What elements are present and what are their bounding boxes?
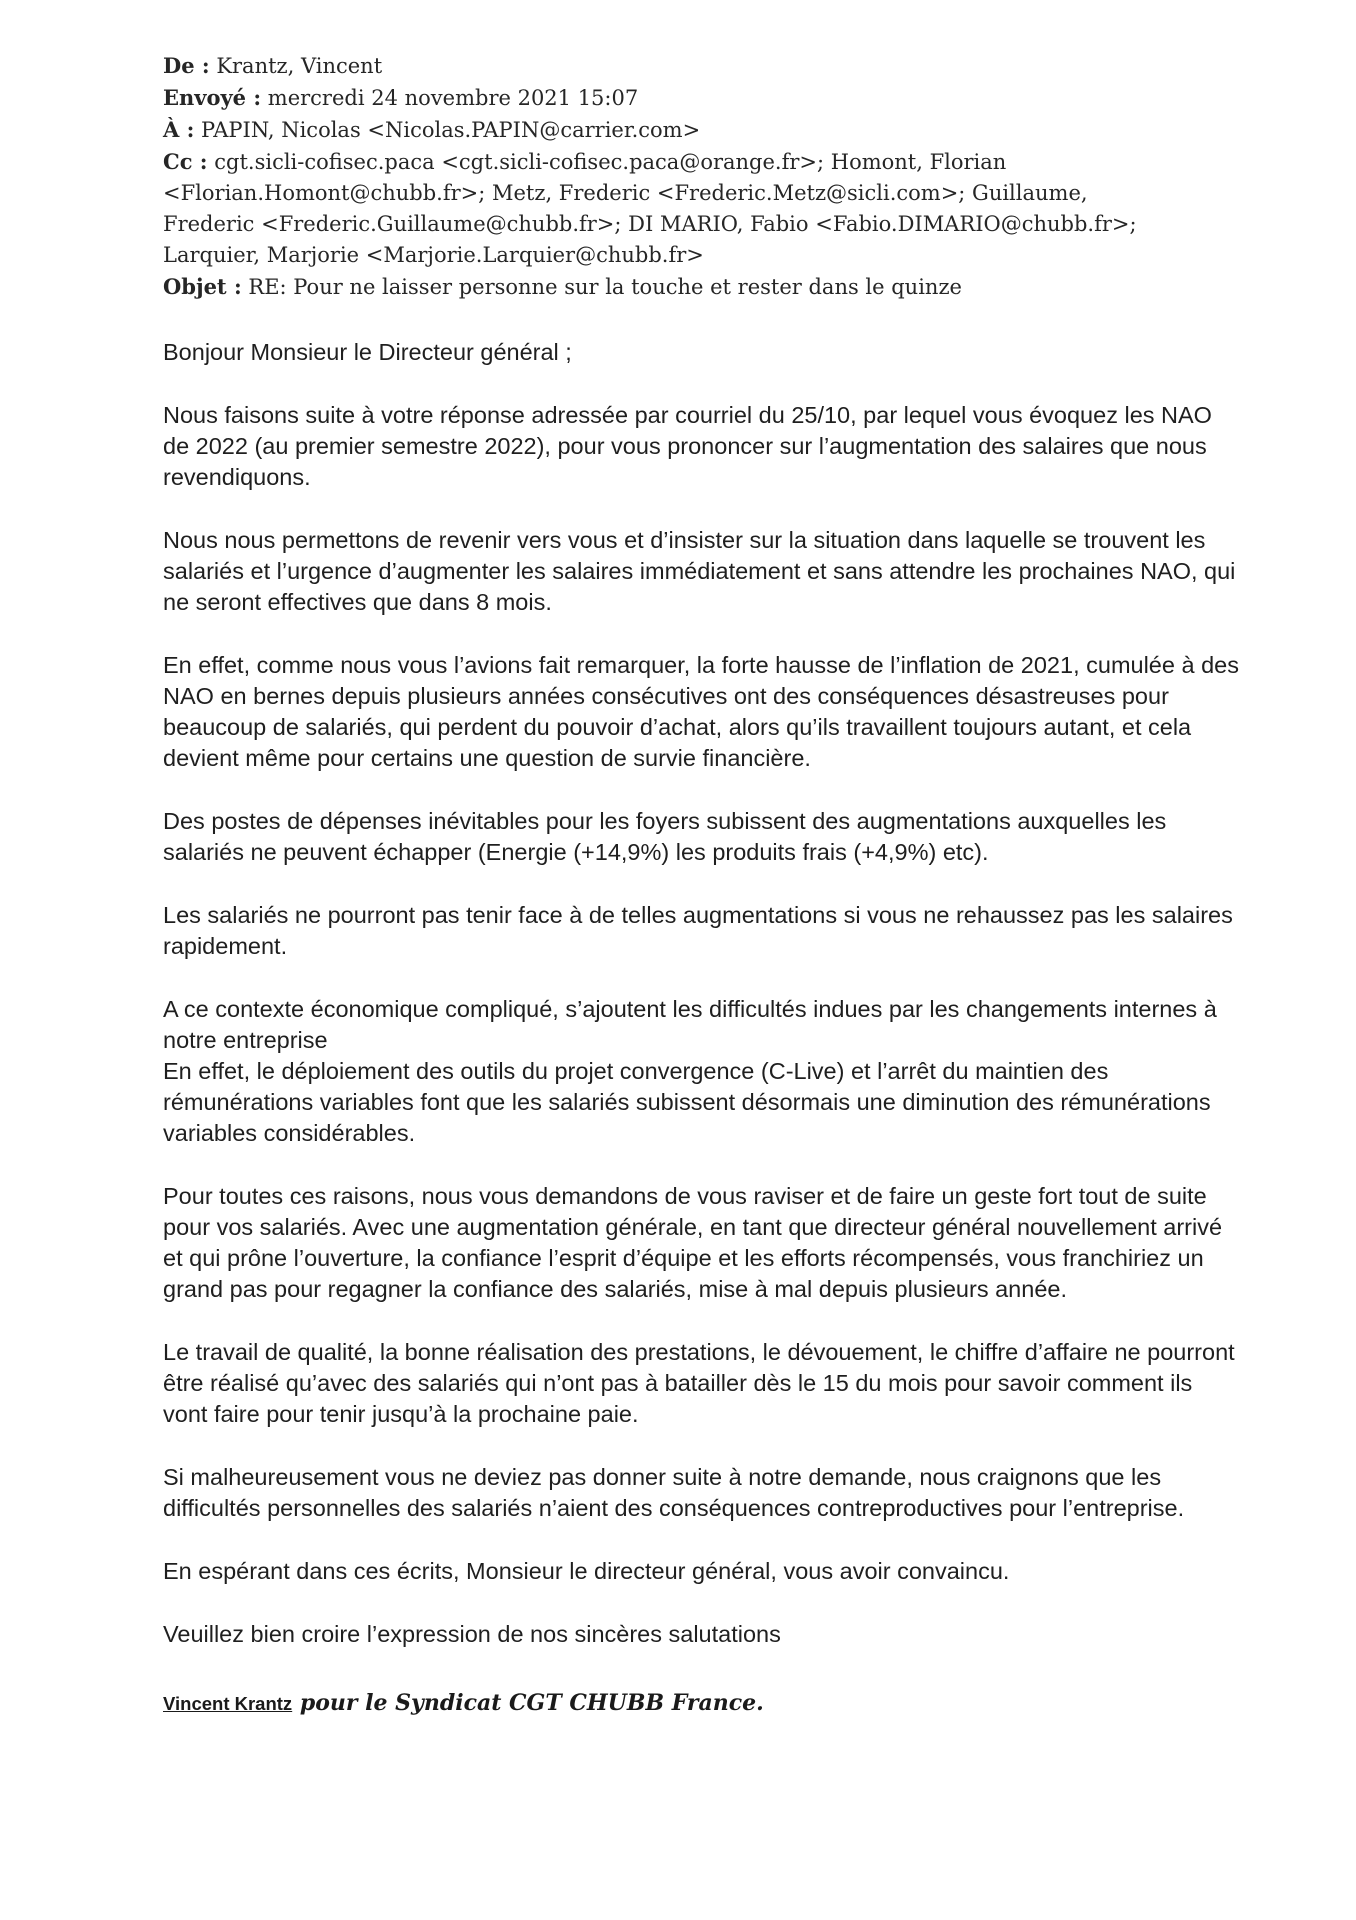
sent-value: mercredi 24 novembre 2021 15:07 (261, 86, 639, 110)
to-line (163, 114, 1243, 146)
paragraph-11: En espérant dans ces écrits, Monsieur le directeur général, vous avoir convaincu. (163, 1558, 1010, 1584)
paragraph-8: Pour toutes ces raisons, nous vous demandons de vous raviser et de faire un geste fort tout de suite pour vos salariés. Avec une augmentation générale, en tant que directeur général nouvellement arrivé et qui prône l’ouverture, la confiance l’esprit d’équipe et les efforts récompensés, vous franchiriez un grand pas pour regagner la confiance des salariés, mise à mal depuis plusieurs année. (163, 1183, 1223, 1302)
cc-value-1: cgt.sicli-cofisec.paca <cgt.sicli-cofisec.paca@orange.fr>; Homont, Florian (207, 150, 1007, 174)
to-value: PAPIN, Nicolas <Nicolas.PAPIN@carrier.com> (194, 118, 701, 142)
subject-label: Objet : (163, 274, 242, 299)
cc-label: Cc : (163, 149, 208, 174)
from-value: Krantz, Vincent (209, 54, 383, 78)
cc-line-1 (163, 146, 1243, 178)
paragraph-1: Nous faisons suite à votre réponse adressée par courriel du 25/10, par lequel vous évoquez les NAO de 2022 (au premier semestre 2022), pour vous prononcer sur l’augmentation des salaires que nous revendiquons. (163, 402, 1212, 490)
sent-line (163, 82, 1243, 114)
letter-body (163, 337, 1243, 1650)
paragraph-2: Nous nous permettons de revenir vers vous et d’insister sur la situation dans laquelle se trouvent les salariés et l’urgence d’augmenter les salaires immédiatement et sans attendre les prochaines NAO, qui ne seront effectives que dans 8 mois. (163, 527, 1236, 615)
greeting: Bonjour Monsieur le Directeur général ; (163, 339, 572, 365)
signature-name: Vincent Krantz (163, 1693, 293, 1714)
paragraph-7: En effet, le déploiement des outils du projet convergence (C-Live) et l’arrêt du maintien des rémunérations variables font que les salariés subissent désormais une diminution des rémunérations variables considérables. (163, 1058, 1211, 1146)
closing-salutation: Veuillez bien croire l’expression de nos sincères salutations (163, 1621, 781, 1647)
cc-line-3: Frederic <Frederic.Guillaume@chubb.fr>; DI MARIO, Fabio <Fabio.DIMARIO@chubb.fr>; (163, 212, 1137, 236)
subject-value: RE: Pour ne laisser personne sur la touche et rester dans le quinze (241, 275, 962, 299)
cc-line-4: Larquier, Marjorie <Marjorie.Larquier@chubb.fr> (163, 243, 704, 267)
email-printout (163, 50, 1243, 1719)
signature (163, 1688, 1243, 1719)
to-label: À : (163, 117, 195, 142)
subject-line (163, 271, 1243, 303)
sent-label: Envoyé : (163, 85, 262, 110)
signature-organization: pour le Syndicat CGT CHUBB France. (292, 1690, 764, 1716)
paragraph-6: A ce contexte économique compliqué, s’ajoutent les difficultés indues par les changements internes à notre entreprise (163, 996, 1217, 1053)
from-label: De : (163, 53, 210, 78)
from-line (163, 50, 1243, 82)
paragraph-9: Le travail de qualité, la bonne réalisation des prestations, le dévouement, le chiffre d’affaire ne pourront être réalisé qu’avec des salariés qui n’ont pas à batailler dès le 15 du mois pour savoir comment ils vont faire pour tenir jusqu’à la prochaine paie. (163, 1339, 1235, 1427)
paragraph-10: Si malheureusement vous ne deviez pas donner suite à notre demande, nous craignons que les difficultés personnelles des salariés n’aient des conséquences contreproductives pour l’entreprise. (163, 1464, 1185, 1521)
paragraph-3: En effet, comme nous vous l’avions fait remarquer, la forte hausse de l’inflation de 2021, cumulée à des NAO en bernes depuis plusieurs années consécutives ont des conséquences désastreuses pour beaucoup de salariés, qui perdent du pouvoir d’achat, alors qu’ils travaillent toujours autant, et cela devient même pour certains une question de survie financière. (163, 652, 1239, 771)
paragraph-5: Les salariés ne pourront pas tenir face à de telles augmentations si vous ne rehaussez pas les salaires rapidement. (163, 902, 1233, 959)
email-header (163, 50, 1243, 303)
paragraph-4: Des postes de dépenses inévitables pour les foyers subissent des augmentations auxquelles les salariés ne peuvent échapper (Energie (+14,9%) les produits frais (+4,9%) etc). (163, 808, 1167, 865)
cc-line-2: <Florian.Homont@chubb.fr>; Metz, Frederic <Frederic.Metz@sicli.com>; Guillaume, (163, 181, 1088, 205)
